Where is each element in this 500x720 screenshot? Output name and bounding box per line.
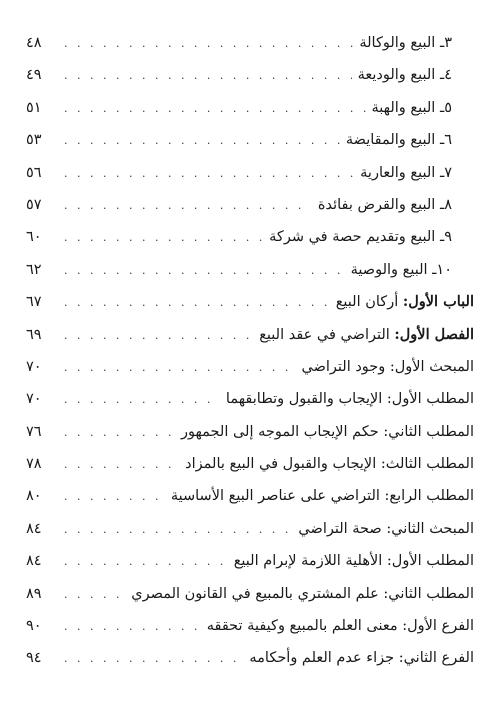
toc-entry-title <box>360 164 474 182</box>
toc-entry-text: ٨ـ البيع والقرض بفائدة <box>317 196 452 213</box>
dot-leader <box>64 199 312 212</box>
toc-entry-text: المطلب الثاني: حكم الإيجاب الموجه إلى الجمهور <box>180 423 474 440</box>
toc-entry-text: المطلب الأول: الأهلية اللازمة لإبرام البيع <box>233 553 474 570</box>
toc-page-number: ٥٦ <box>26 164 42 181</box>
dot-leader <box>64 329 253 342</box>
toc-page-number: ٥٣ <box>26 132 42 149</box>
toc-page-number: ٩٤ <box>26 650 42 667</box>
toc-entry-heading: الفصل الأول: <box>394 325 474 343</box>
toc-entry <box>26 617 474 649</box>
dot-leader <box>64 490 165 503</box>
toc-page-number: ٦٠ <box>26 229 42 246</box>
toc-entry <box>26 261 474 293</box>
toc-entry <box>26 455 474 487</box>
toc-entry <box>26 423 474 455</box>
dot-leader <box>64 393 220 406</box>
dot-leader <box>64 361 295 374</box>
toc-entry-text: الفرع الثاني: جزاء عدم العلم وأحكامه <box>249 650 474 667</box>
table-of-contents <box>26 34 474 682</box>
dot-leader <box>64 264 345 277</box>
toc-entry-title <box>185 455 474 473</box>
toc-entry <box>26 131 474 163</box>
dot-leader <box>64 588 125 601</box>
toc-entry-title <box>301 358 474 376</box>
toc-entry <box>26 99 474 131</box>
toc-page-number: ٦٢ <box>26 261 42 278</box>
toc-entry <box>26 34 474 66</box>
toc-entry-title <box>249 649 474 667</box>
toc-entry-text: ١٠ـ البيع والوصية <box>350 261 452 278</box>
toc-page-number: ٥٧ <box>26 196 42 213</box>
toc-entry-text: المبحث الثاني: صحة التراضي <box>298 520 474 537</box>
dot-leader <box>64 620 201 633</box>
toc-entry-text: التراضي في عقد البيع <box>259 326 395 343</box>
toc-entry-title <box>298 520 474 538</box>
toc-entry-title <box>181 423 474 441</box>
toc-entry <box>26 358 474 390</box>
toc-entry <box>26 66 474 98</box>
dot-leader <box>64 426 175 439</box>
toc-page-number: ٧٠ <box>26 358 42 375</box>
dot-leader <box>64 69 352 82</box>
toc-entry-title <box>372 99 474 117</box>
toc-entry <box>26 520 474 552</box>
dot-leader <box>64 102 366 115</box>
toc-entry <box>26 293 474 325</box>
dot-leader <box>64 652 243 665</box>
toc-entry-title <box>234 552 474 570</box>
toc-entry-title <box>259 326 474 344</box>
toc-entry-text: أركان البيع <box>335 294 403 311</box>
toc-entry-text: ٥ـ البيع والهبة <box>371 99 452 116</box>
toc-entry-title <box>359 34 474 52</box>
toc-page-number: ٧٦ <box>26 423 42 440</box>
toc-entry-text: ٣ـ البيع والوكالة <box>359 35 452 51</box>
toc-entry-title <box>207 617 474 635</box>
dot-leader <box>64 296 330 309</box>
toc-entry-text: المطلب الثاني: علم المشتري بالمبيع في القانون المصري <box>131 585 474 602</box>
toc-entry-text: المطلب الأول: الإيجاب والقبول وتطابقهما <box>225 391 474 408</box>
toc-page-number: ٥١ <box>26 99 42 116</box>
dot-leader <box>64 134 340 147</box>
toc-page-number: ٨٤ <box>26 520 42 537</box>
toc-entry-title <box>318 196 474 214</box>
toc-entry-text: ٦ـ البيع والمقايضة <box>345 132 452 149</box>
toc-entry-text: المطلب الرابع: التراضي على عناصر البيع الأساسية <box>170 488 474 505</box>
toc-entry-title <box>351 261 474 279</box>
dot-leader <box>64 458 179 471</box>
toc-entry <box>26 585 474 617</box>
toc-page-number: ٧٨ <box>26 456 42 473</box>
toc-entry-title <box>358 66 474 84</box>
toc-entry-text: الفرع الأول: معنى العلم بالمبيع وكيفية تحققه <box>206 618 474 635</box>
toc-page-number: ٨٠ <box>26 488 42 505</box>
toc-entry-title <box>171 487 474 505</box>
toc-page-number: ٨٩ <box>26 585 42 602</box>
toc-page-number: ٦٧ <box>26 294 42 311</box>
toc-entry-text: المطلب الثالث: الإيجاب والقبول في البيع بالمزاد <box>185 456 474 473</box>
toc-entry-title <box>336 293 474 311</box>
toc-entry <box>26 228 474 260</box>
toc-entry <box>26 164 474 196</box>
toc-entry-title <box>269 228 474 246</box>
dot-leader <box>64 555 228 568</box>
toc-entry <box>26 487 474 519</box>
toc-entry-title <box>226 390 474 408</box>
toc-page-number: ٩٠ <box>26 618 42 635</box>
toc-entry <box>26 390 474 422</box>
toc-entry-text: ٩ـ البيع وتقديم حصة في شركة <box>269 229 452 246</box>
toc-page-number: ٧٠ <box>26 391 42 408</box>
toc-page-number: ٤٨ <box>26 35 42 51</box>
toc-entry-text: ٤ـ البيع والوديعة <box>357 67 452 84</box>
toc-entry-title <box>131 585 474 603</box>
dot-leader <box>64 167 354 180</box>
toc-page-number: ٤٩ <box>26 67 42 84</box>
toc-entry-text: المبحث الأول: وجود التراضي <box>301 358 474 375</box>
toc-page-number: ٨٤ <box>26 553 42 570</box>
toc-entry <box>26 649 474 681</box>
toc-entry-text: ٧ـ البيع والعارية <box>360 164 452 181</box>
toc-entry <box>26 552 474 584</box>
toc-entry <box>26 196 474 228</box>
toc-entry-heading: الباب الأول: <box>402 293 474 311</box>
toc-page-number: ٦٩ <box>26 326 42 343</box>
toc-entry-title <box>346 131 474 149</box>
dot-leader <box>64 37 353 50</box>
dot-leader <box>64 231 263 244</box>
dot-leader <box>64 523 292 536</box>
toc-entry <box>26 326 474 358</box>
